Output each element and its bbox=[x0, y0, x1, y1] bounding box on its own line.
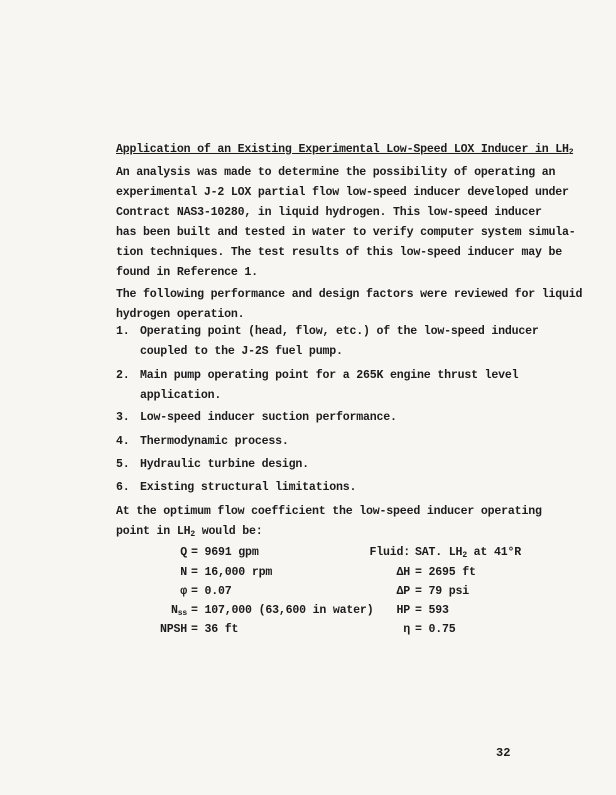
param-label-fluid: Fluid: bbox=[369, 546, 410, 559]
param-value-efficiency: = 0.75 bbox=[415, 623, 456, 636]
paragraph-line: The following performance and design factors were reviewed for liquid bbox=[116, 288, 583, 301]
section-heading: Application of an Existing Experimental Low-Speed LOX Inducer in $LH_2$ bbox=[116, 143, 574, 157]
param-label-n: N bbox=[180, 566, 187, 579]
param-label-npsh: NPSH bbox=[159, 623, 187, 636]
page-number: 32 bbox=[496, 746, 511, 760]
param-value-hp: = 593 bbox=[415, 604, 449, 617]
list-item: 1. Operating point (head, flow, etc.) of the low-speed inducer coupled to the J-2S fuel pump. bbox=[116, 325, 539, 358]
param-label-hp: HP bbox=[396, 604, 410, 617]
param-value-phi: = 0.07 bbox=[191, 585, 232, 598]
param-value-npsh: = 36 ft bbox=[191, 623, 239, 636]
param-label-delta-h: ΔH bbox=[396, 566, 410, 579]
param-value-q: = 9691 gpm bbox=[191, 546, 259, 559]
list-item: 5. Hydraulic turbine design. bbox=[116, 458, 309, 471]
param-label-nss: $N_{ss}$ bbox=[171, 604, 187, 618]
param-value-delta-h: = 2695 ft bbox=[415, 566, 476, 579]
paragraph-line: Contract NAS3-10280, in liquid hydrogen. This low-speed inducer bbox=[116, 206, 542, 219]
param-label-delta-p: ΔP bbox=[396, 585, 410, 598]
paragraph-optimum: At the optimum flow coefficient the low-speed inducer operating point in $LH_2$ would be: bbox=[116, 505, 542, 539]
paragraph-line: tion techniques. The test results of this low-speed inducer may be bbox=[116, 246, 562, 259]
list-item: 3. Low-speed inducer suction performance. bbox=[116, 411, 397, 424]
paragraph-line: An analysis was made to determine the possibility of operating an bbox=[116, 166, 556, 179]
paragraph-line: has been built and tested in water to verify computer system simula- bbox=[116, 226, 576, 239]
paragraph-analysis bbox=[116, 163, 576, 283]
list-item: 6. Existing structural limitations. bbox=[116, 481, 357, 494]
param-value-fluid: SAT. $LH_2$ at 41°R bbox=[415, 546, 521, 560]
list-item: 2. Main pump operating point for a 265K engine thrust level application. bbox=[116, 369, 519, 402]
paragraph-line: found in Reference 1. bbox=[116, 266, 258, 279]
param-label-phi: φ bbox=[180, 585, 187, 598]
paragraph-line: hydrogen operation. bbox=[116, 308, 245, 321]
param-value-nss: = 107,000 (63,600 in water) bbox=[191, 604, 374, 617]
paragraph-factors bbox=[116, 285, 583, 325]
param-label-q: Q bbox=[180, 546, 187, 559]
paragraph-line: experimental J-2 LOX partial flow low-speed inducer developed under bbox=[116, 186, 569, 199]
param-value-n: = 16,000 rpm bbox=[191, 566, 273, 579]
list-item: 4. Thermodynamic process. bbox=[116, 435, 289, 448]
param-value-delta-p: = 79 psi bbox=[415, 585, 470, 598]
param-label-efficiency: η bbox=[403, 623, 410, 636]
